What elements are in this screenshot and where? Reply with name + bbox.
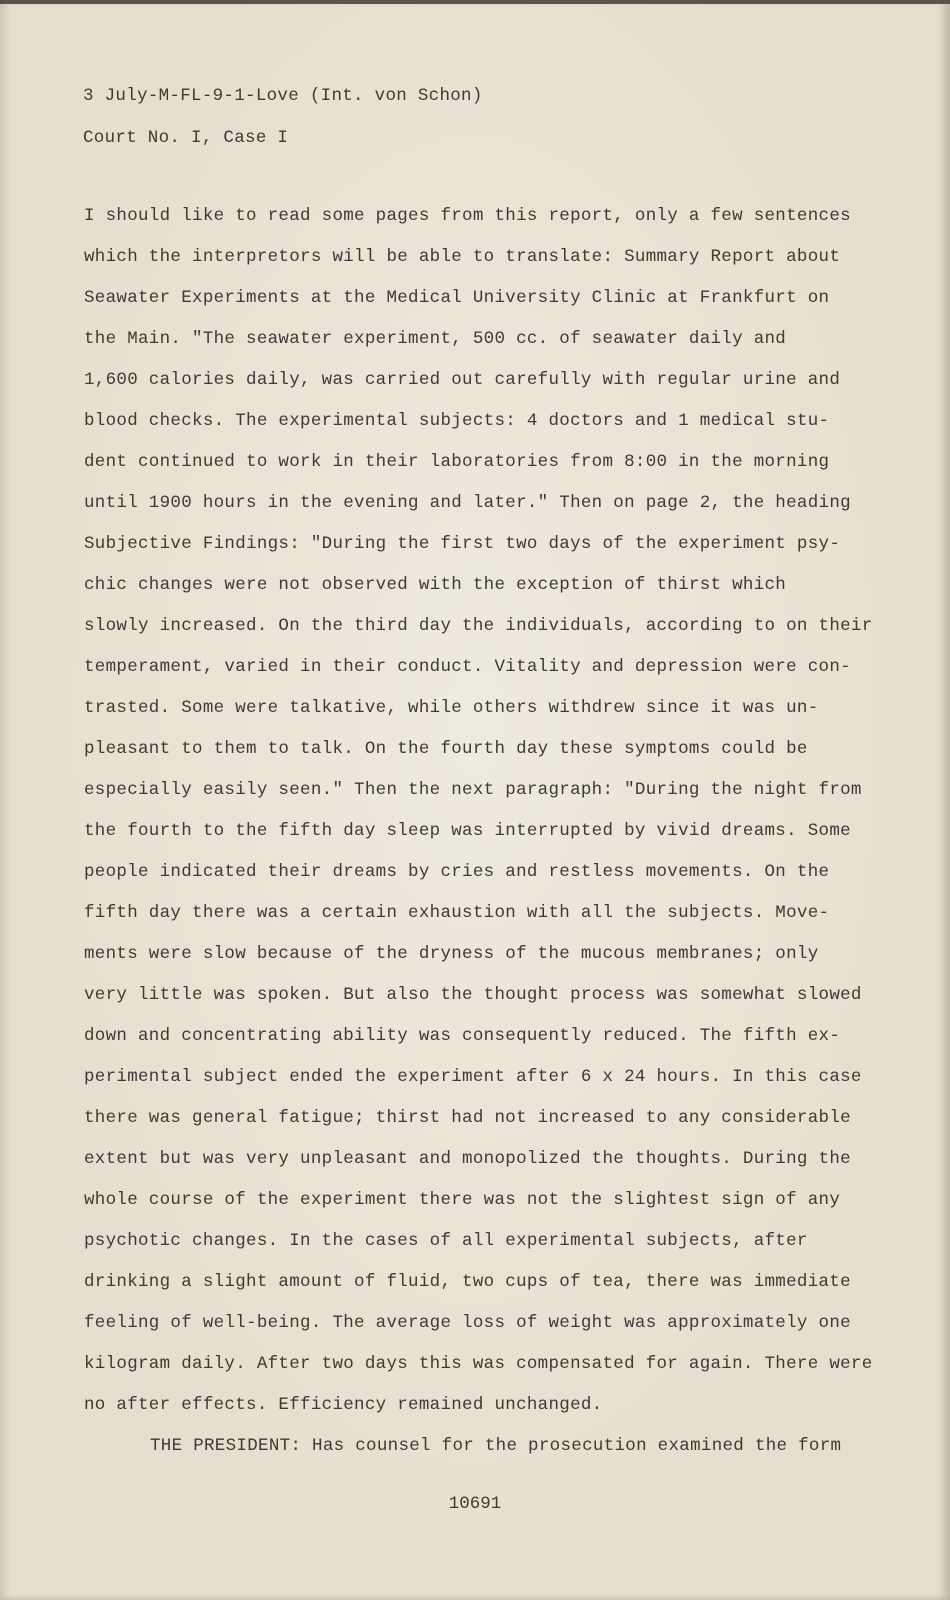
- document-header-court: Court No. I, Case I: [83, 128, 289, 148]
- body-line: the Main. "The seawater experiment, 500 cc. of seawater daily and: [84, 329, 787, 349]
- body-line: drinking a slight amount of fluid, two cups of tea, there was immediate: [84, 1272, 851, 1292]
- body-line: dent continued to work in their laboratories from 8:00 in the morning: [84, 452, 830, 472]
- body-line: I should like to read some pages from this report, only a few sentences: [84, 206, 851, 226]
- body-line: 1,600 calories daily, was carried out carefully with regular urine and: [84, 370, 841, 390]
- body-line: temperament, varied in their conduct. Vitality and depression were con-: [84, 657, 851, 677]
- speaker-line: THE PRESIDENT: Has counsel for the prosecution examined the form: [150, 1436, 842, 1456]
- body-line: Seawater Experiments at the Medical University Clinic at Frankfurt on: [84, 288, 830, 308]
- body-line: pleasant to them to talk. On the fourth day these symptoms could be: [84, 739, 808, 759]
- body-line: no after effects. Efficiency remained unchanged.: [84, 1395, 603, 1415]
- body-line: psychotic changes. In the cases of all experimental subjects, after: [84, 1231, 808, 1251]
- body-line: especially easily seen." Then the next paragraph: "During the night from: [84, 780, 862, 800]
- page-number: 10691: [448, 1494, 502, 1514]
- body-line: fifth day there was a certain exhaustion with all the subjects. Move-: [84, 903, 830, 923]
- body-line: kilogram daily. After two days this was compensated for again. There were: [84, 1354, 873, 1374]
- body-line: chic changes were not observed with the exception of thirst which: [84, 575, 787, 595]
- document-header-reference: 3 July-M-FL-9-1-Love (Int. von Schon): [83, 86, 483, 106]
- body-line: whole course of the experiment there was not the slightest sign of any: [84, 1190, 841, 1210]
- body-line: feeling of well-being. The average loss of weight was approximately one: [84, 1313, 851, 1333]
- body-line: which the interpretors will be able to translate: Summary Report about: [84, 247, 841, 267]
- body-line: there was general fatigue; thirst had not increased to any considerable: [84, 1108, 851, 1128]
- body-line: Subjective Findings: "During the first two days of the experiment psy-: [84, 534, 841, 554]
- body-line: slowly increased. On the third day the individuals, according to on their: [84, 616, 873, 636]
- body-line: until 1900 hours in the evening and later." Then on page 2, the heading: [84, 493, 851, 513]
- body-line: people indicated their dreams by cries and restless movements. On the: [84, 862, 830, 882]
- body-line: ments were slow because of the dryness of the mucous membranes; only: [84, 944, 819, 964]
- body-line: trasted. Some were talkative, while others withdrew since it was un-: [84, 698, 819, 718]
- body-line: perimental subject ended the experiment after 6 x 24 hours. In this case: [84, 1067, 862, 1087]
- body-line: extent but was very unpleasant and monopolized the thoughts. During the: [84, 1149, 851, 1169]
- body-line: blood checks. The experimental subjects: 4 doctors and 1 medical stu-: [84, 411, 830, 431]
- body-line: the fourth to the fifth day sleep was interrupted by vivid dreams. Some: [84, 821, 851, 841]
- body-line: down and concentrating ability was consequently reduced. The fifth ex-: [84, 1026, 841, 1046]
- body-line: very little was spoken. But also the thought process was somewhat slowed: [84, 985, 862, 1005]
